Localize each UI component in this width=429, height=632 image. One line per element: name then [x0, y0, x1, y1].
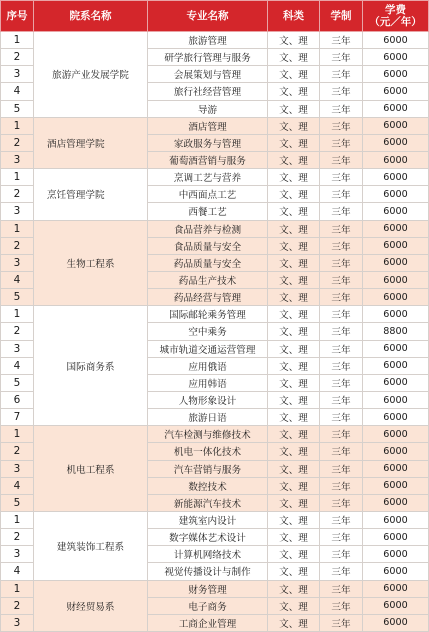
- cell-fee: 6000: [363, 134, 429, 151]
- cell-dept: 旅游产业发展学院: [34, 32, 148, 118]
- table-row: [1, 32, 429, 49]
- cell-fee: 6000: [363, 32, 429, 49]
- cell-seq: 1: [1, 220, 34, 237]
- cell-seq: 1: [1, 426, 34, 443]
- table-row: [1, 220, 429, 237]
- cell-fee: 8800: [363, 323, 429, 340]
- cell-fee: 6000: [363, 529, 429, 546]
- cell-category: 文、理: [268, 134, 320, 151]
- cell-major: 家政服务与管理: [148, 134, 268, 151]
- cell-seq: 4: [1, 357, 34, 374]
- cell-seq: 3: [1, 340, 34, 357]
- cell-duration: 三年: [320, 614, 363, 631]
- cell-major: 药品经营与管理: [148, 289, 268, 306]
- cell-major: 药品生产技术: [148, 271, 268, 288]
- table-body: [1, 32, 429, 632]
- cell-category: 文、理: [268, 614, 320, 631]
- table-row: [1, 169, 429, 186]
- cell-seq: 3: [1, 614, 34, 631]
- header-seq: 序号: [1, 1, 34, 32]
- cell-seq: 3: [1, 546, 34, 563]
- cell-seq: 2: [1, 597, 34, 614]
- cell-seq: 2: [1, 49, 34, 66]
- header-major: 专业名称: [148, 1, 268, 32]
- cell-seq: 5: [1, 374, 34, 391]
- cell-fee: 6000: [363, 203, 429, 220]
- cell-seq: 3: [1, 203, 34, 220]
- cell-major: 旅游管理: [148, 32, 268, 49]
- cell-major: 旅行社经营管理: [148, 83, 268, 100]
- cell-fee: 6000: [363, 117, 429, 134]
- cell-fee: 6000: [363, 49, 429, 66]
- cell-category: 文、理: [268, 323, 320, 340]
- cell-major: 旅游日语: [148, 409, 268, 426]
- cell-major: 药品质量与安全: [148, 254, 268, 271]
- cell-duration: 三年: [320, 203, 363, 220]
- cell-seq: 3: [1, 151, 34, 168]
- cell-category: 文、理: [268, 220, 320, 237]
- cell-duration: 三年: [320, 580, 363, 597]
- header-fee-line1: 学费: [385, 4, 406, 16]
- cell-fee: 6000: [363, 186, 429, 203]
- cell-fee: 6000: [363, 597, 429, 614]
- cell-category: 文、理: [268, 271, 320, 288]
- cell-duration: 三年: [320, 289, 363, 306]
- cell-seq: 5: [1, 100, 34, 117]
- cell-dept: 建筑装饰工程系: [34, 511, 148, 580]
- cell-duration: 三年: [320, 357, 363, 374]
- cell-duration: 三年: [320, 511, 363, 528]
- cell-category: 文、理: [268, 494, 320, 511]
- cell-category: 文、理: [268, 83, 320, 100]
- cell-category: 文、理: [268, 117, 320, 134]
- cell-duration: 三年: [320, 477, 363, 494]
- cell-category: 文、理: [268, 32, 320, 49]
- cell-fee: 6000: [363, 254, 429, 271]
- cell-duration: 三年: [320, 546, 363, 563]
- cell-duration: 三年: [320, 443, 363, 460]
- cell-duration: 三年: [320, 323, 363, 340]
- cell-category: 文、理: [268, 306, 320, 323]
- cell-duration: 三年: [320, 460, 363, 477]
- cell-fee: 6000: [363, 100, 429, 117]
- cell-category: 文、理: [268, 203, 320, 220]
- cell-duration: 三年: [320, 597, 363, 614]
- cell-seq: 6: [1, 391, 34, 408]
- cell-duration: 三年: [320, 134, 363, 151]
- table-row: [1, 580, 429, 597]
- cell-major: 应用韩语: [148, 374, 268, 391]
- cell-category: 文、理: [268, 151, 320, 168]
- cell-category: 文、理: [268, 511, 320, 528]
- cell-major: 人物形象设计: [148, 391, 268, 408]
- cell-fee: 6000: [363, 237, 429, 254]
- cell-fee: 6000: [363, 357, 429, 374]
- cell-seq: 4: [1, 563, 34, 580]
- cell-duration: 三年: [320, 306, 363, 323]
- cell-duration: 三年: [320, 237, 363, 254]
- cell-major: 工商企业管理: [148, 614, 268, 631]
- cell-fee: 6000: [363, 563, 429, 580]
- cell-duration: 三年: [320, 409, 363, 426]
- cell-major: 新能源汽车技术: [148, 494, 268, 511]
- header-fee: [363, 1, 429, 32]
- header-dept: 院系名称: [34, 1, 148, 32]
- cell-category: 文、理: [268, 374, 320, 391]
- cell-seq: 3: [1, 254, 34, 271]
- cell-seq: 1: [1, 32, 34, 49]
- cell-major: 西餐工艺: [148, 203, 268, 220]
- table-row: [1, 117, 429, 134]
- header-category: 科类: [268, 1, 320, 32]
- cell-category: 文、理: [268, 100, 320, 117]
- header-fee-line2: （元／年）: [369, 16, 422, 28]
- cell-major: 数控技术: [148, 477, 268, 494]
- table-row: [1, 306, 429, 323]
- cell-major: 视觉传播设计与制作: [148, 563, 268, 580]
- table-header: [1, 1, 429, 32]
- cell-category: 文、理: [268, 597, 320, 614]
- cell-major: 烹调工艺与营养: [148, 169, 268, 186]
- cell-major: 中西面点工艺: [148, 186, 268, 203]
- cell-major: 空中乘务: [148, 323, 268, 340]
- cell-seq: 1: [1, 117, 34, 134]
- cell-major: 研学旅行管理与服务: [148, 49, 268, 66]
- cell-seq: 3: [1, 66, 34, 83]
- cell-fee: 6000: [363, 83, 429, 100]
- cell-fee: 6000: [363, 220, 429, 237]
- cell-fee: 6000: [363, 66, 429, 83]
- cell-fee: 6000: [363, 494, 429, 511]
- cell-duration: 三年: [320, 117, 363, 134]
- cell-category: 文、理: [268, 443, 320, 460]
- cell-category: 文、理: [268, 546, 320, 563]
- cell-duration: 三年: [320, 83, 363, 100]
- cell-duration: 三年: [320, 529, 363, 546]
- cell-major: 计算机网络技术: [148, 546, 268, 563]
- cell-major: 葡萄酒营销与服务: [148, 151, 268, 168]
- cell-fee: 6000: [363, 391, 429, 408]
- cell-fee: 6000: [363, 546, 429, 563]
- cell-fee: 6000: [363, 340, 429, 357]
- cell-seq: 2: [1, 443, 34, 460]
- cell-seq: 5: [1, 289, 34, 306]
- cell-category: 文、理: [268, 254, 320, 271]
- cell-major: 财务管理: [148, 580, 268, 597]
- cell-fee: 6000: [363, 271, 429, 288]
- cell-major: 会展策划与管理: [148, 66, 268, 83]
- cell-dept: 财经贸易系: [34, 580, 148, 631]
- cell-duration: 三年: [320, 494, 363, 511]
- cell-fee: 6000: [363, 460, 429, 477]
- cell-seq: 4: [1, 477, 34, 494]
- cell-fee: 6000: [363, 409, 429, 426]
- cell-major: 汽车检测与维修技术: [148, 426, 268, 443]
- cell-seq: 1: [1, 511, 34, 528]
- cell-major: 食品质量与安全: [148, 237, 268, 254]
- cell-category: 文、理: [268, 563, 320, 580]
- cell-category: 文、理: [268, 169, 320, 186]
- cell-seq: 2: [1, 323, 34, 340]
- cell-duration: 三年: [320, 391, 363, 408]
- cell-duration: 三年: [320, 151, 363, 168]
- cell-fee: 6000: [363, 477, 429, 494]
- cell-category: 文、理: [268, 49, 320, 66]
- cell-category: 文、理: [268, 237, 320, 254]
- cell-seq: 2: [1, 134, 34, 151]
- cell-dept: 生物工程系: [34, 220, 148, 306]
- cell-dept: 酒店管理学院: [34, 117, 148, 168]
- cell-category: 文、理: [268, 580, 320, 597]
- cell-category: 文、理: [268, 391, 320, 408]
- cell-major: 建筑室内设计: [148, 511, 268, 528]
- cell-seq: 3: [1, 460, 34, 477]
- cell-duration: 三年: [320, 169, 363, 186]
- cell-fee: 6000: [363, 443, 429, 460]
- cell-major: 机电一体化技术: [148, 443, 268, 460]
- cell-fee: 6000: [363, 289, 429, 306]
- cell-major: 城市轨道交通运营管理: [148, 340, 268, 357]
- cell-seq: 1: [1, 306, 34, 323]
- cell-seq: 2: [1, 237, 34, 254]
- cell-category: 文、理: [268, 529, 320, 546]
- cell-major: 数字媒体艺术设计: [148, 529, 268, 546]
- cell-category: 文、理: [268, 340, 320, 357]
- cell-duration: 三年: [320, 49, 363, 66]
- cell-major: 电子商务: [148, 597, 268, 614]
- cell-duration: 三年: [320, 66, 363, 83]
- cell-category: 文、理: [268, 66, 320, 83]
- cell-seq: 4: [1, 83, 34, 100]
- cell-major: 汽车营销与服务: [148, 460, 268, 477]
- cell-category: 文、理: [268, 477, 320, 494]
- cell-fee: 6000: [363, 426, 429, 443]
- cell-seq: 2: [1, 186, 34, 203]
- cell-duration: 三年: [320, 426, 363, 443]
- cell-category: 文、理: [268, 289, 320, 306]
- cell-major: 酒店管理: [148, 117, 268, 134]
- cell-fee: 6000: [363, 306, 429, 323]
- cell-fee: 6000: [363, 614, 429, 631]
- cell-seq: 7: [1, 409, 34, 426]
- cell-seq: 4: [1, 271, 34, 288]
- cell-fee: 6000: [363, 169, 429, 186]
- cell-duration: 三年: [320, 340, 363, 357]
- cell-seq: 2: [1, 529, 34, 546]
- cell-duration: 三年: [320, 254, 363, 271]
- cell-fee: 6000: [363, 511, 429, 528]
- cell-fee: 6000: [363, 580, 429, 597]
- cell-dept: 烹饪管理学院: [34, 169, 148, 220]
- cell-duration: 三年: [320, 220, 363, 237]
- cell-major: 国际邮轮乘务管理: [148, 306, 268, 323]
- cell-fee: 6000: [363, 374, 429, 391]
- cell-seq: 1: [1, 580, 34, 597]
- cell-category: 文、理: [268, 357, 320, 374]
- cell-category: 文、理: [268, 426, 320, 443]
- header-row: [1, 1, 429, 32]
- cell-duration: 三年: [320, 374, 363, 391]
- table-row: [1, 511, 429, 528]
- cell-duration: 三年: [320, 563, 363, 580]
- cell-duration: 三年: [320, 32, 363, 49]
- cell-duration: 三年: [320, 100, 363, 117]
- cell-category: 文、理: [268, 186, 320, 203]
- cell-seq: 1: [1, 169, 34, 186]
- cell-category: 文、理: [268, 409, 320, 426]
- cell-major: 食品营养与检测: [148, 220, 268, 237]
- cell-fee: 6000: [363, 151, 429, 168]
- cell-major: 应用俄语: [148, 357, 268, 374]
- cell-duration: 三年: [320, 186, 363, 203]
- cell-dept: 机电工程系: [34, 426, 148, 512]
- cell-major: 导游: [148, 100, 268, 117]
- cell-dept: 国际商务系: [34, 306, 148, 426]
- cell-category: 文、理: [268, 460, 320, 477]
- header-duration: 学制: [320, 1, 363, 32]
- table-row: [1, 426, 429, 443]
- cell-seq: 5: [1, 494, 34, 511]
- cell-duration: 三年: [320, 271, 363, 288]
